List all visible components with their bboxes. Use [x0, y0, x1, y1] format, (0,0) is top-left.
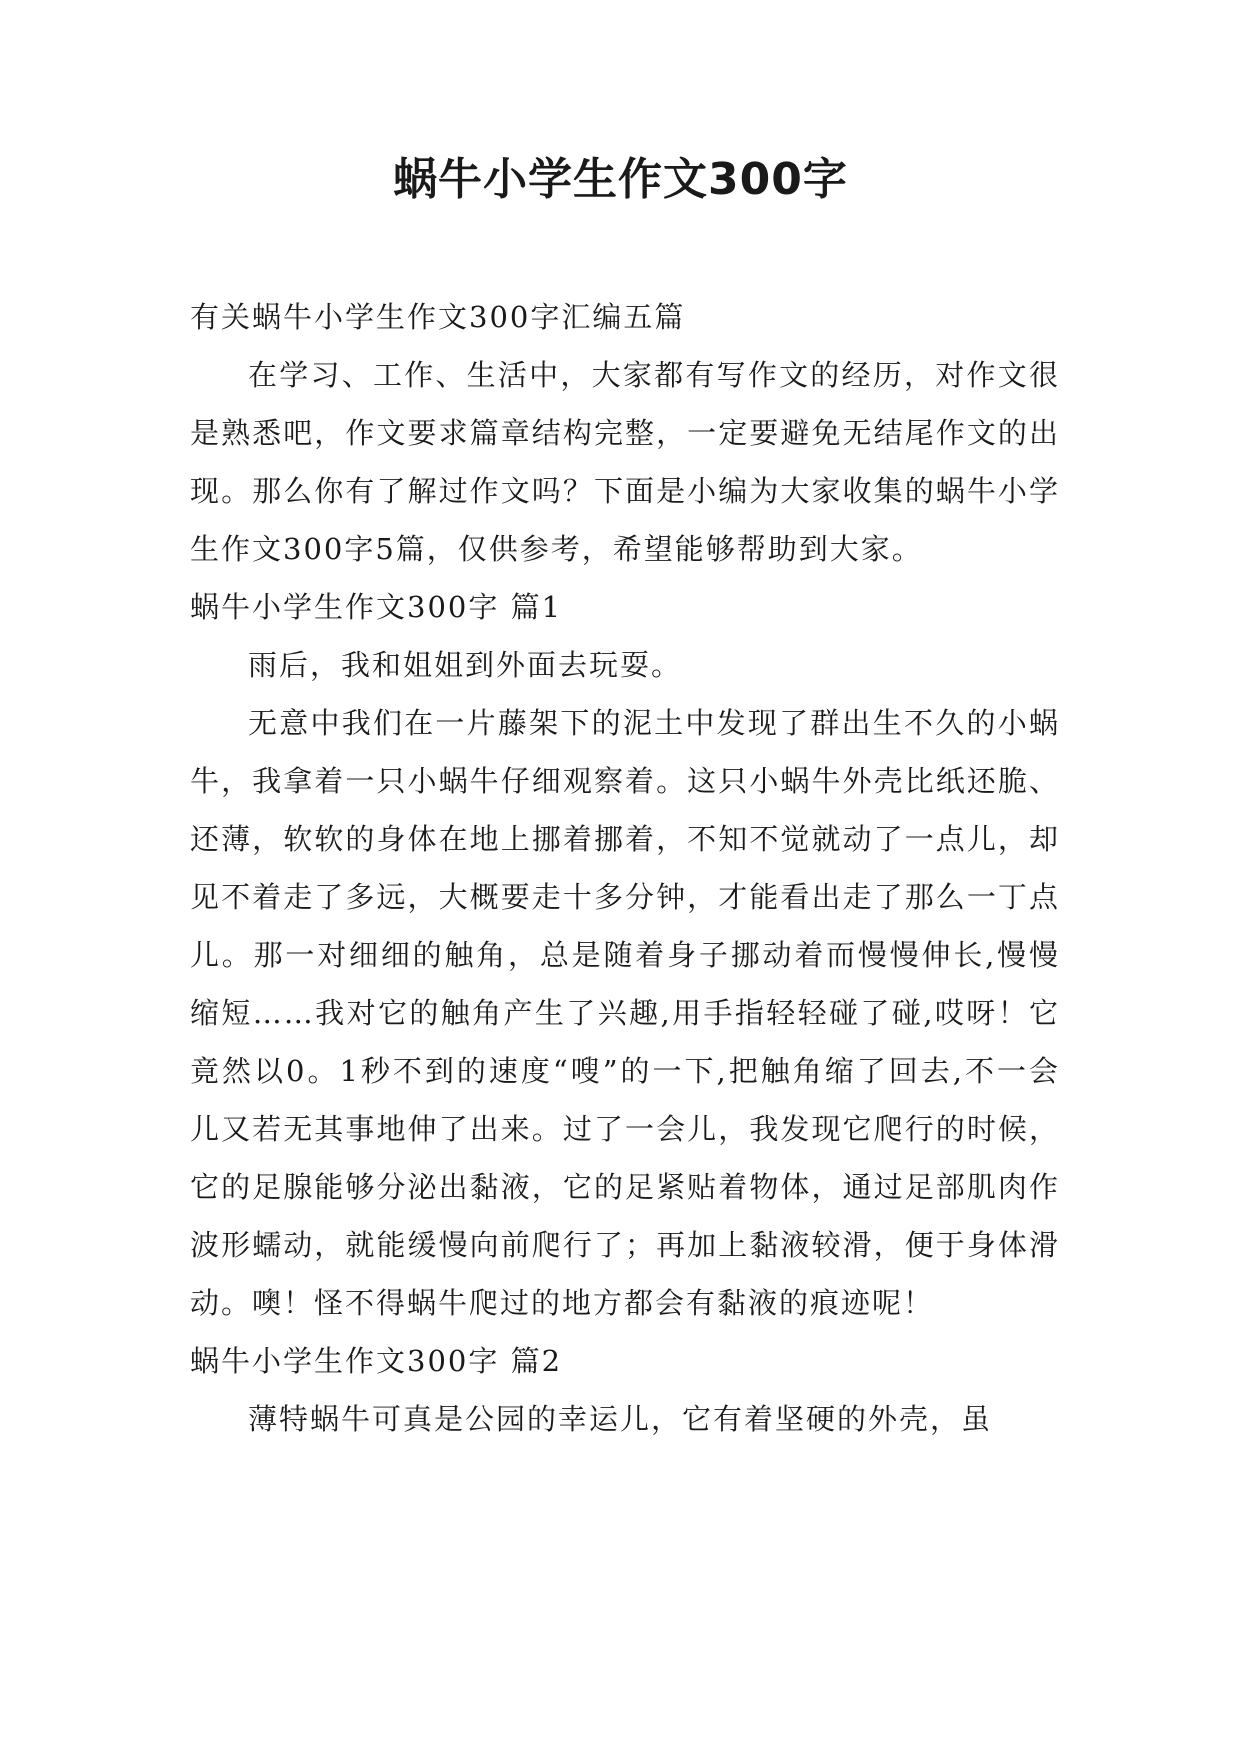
document-body — [190, 288, 1060, 1448]
section-heading-1: 蜗牛小学生作文300字 篇1 — [190, 590, 563, 624]
section-heading-2: 蜗牛小学生作文300字 篇2 — [190, 1344, 563, 1378]
intro-paragraph: 在学习、工作、生活中，大家都有写作文的经历，对作文很是熟悉吧，作文要求篇章结构完整，一定要避免无结尾作文的出现。那么你有了解过作文吗？下面是小编为大家收集的蜗牛小学生作文300字5篇，仅供参考，希望能够帮助到大家。 — [190, 358, 1060, 566]
section-1-paragraph-2: 无意中我们在一片藤架下的泥土中发现了群出生不久的小蜗牛，我拿着一只小蜗牛仔细观察着。这只小蜗牛外壳比纸还脆、还薄，软软的身体在地上挪着挪着，不知不觉就动了一点儿，却见不着走了多远，大概要走十多分钟，才能看出走了那么一丁点儿。那一对细细的触角，总是随着身子挪动着而慢慢伸长,慢慢缩短……我对它的触角产生了兴趣,用手指轻轻碰了碰,哎呀！它竟然以0。1秒不到的速度“嗖”的一下,把触角缩了回去,不一会儿又若无其事地伸了出来。过了一会儿，我发现它爬行的时候，它的足腺能够分泌出黏液，它的足紧贴着物体，通过足部肌肉作波形蠕动，就能缓慢向前爬行了；再加上黏液较滑，便于身体滑动。噢！怪不得蜗牛爬过的地方都会有黏液的痕迹呢！ — [190, 706, 1060, 1320]
section-2-paragraph-1: 薄特蜗牛可真是公园的幸运儿，它有着坚硬的外壳，虽 — [248, 1402, 993, 1436]
document-title: 蜗牛小学生作文300字 — [393, 154, 848, 205]
intro-heading: 有关蜗牛小学生作文300字汇编五篇 — [190, 300, 686, 334]
section-1-paragraph-1: 雨后，我和姐姐到外面去玩耍。 — [248, 648, 683, 682]
